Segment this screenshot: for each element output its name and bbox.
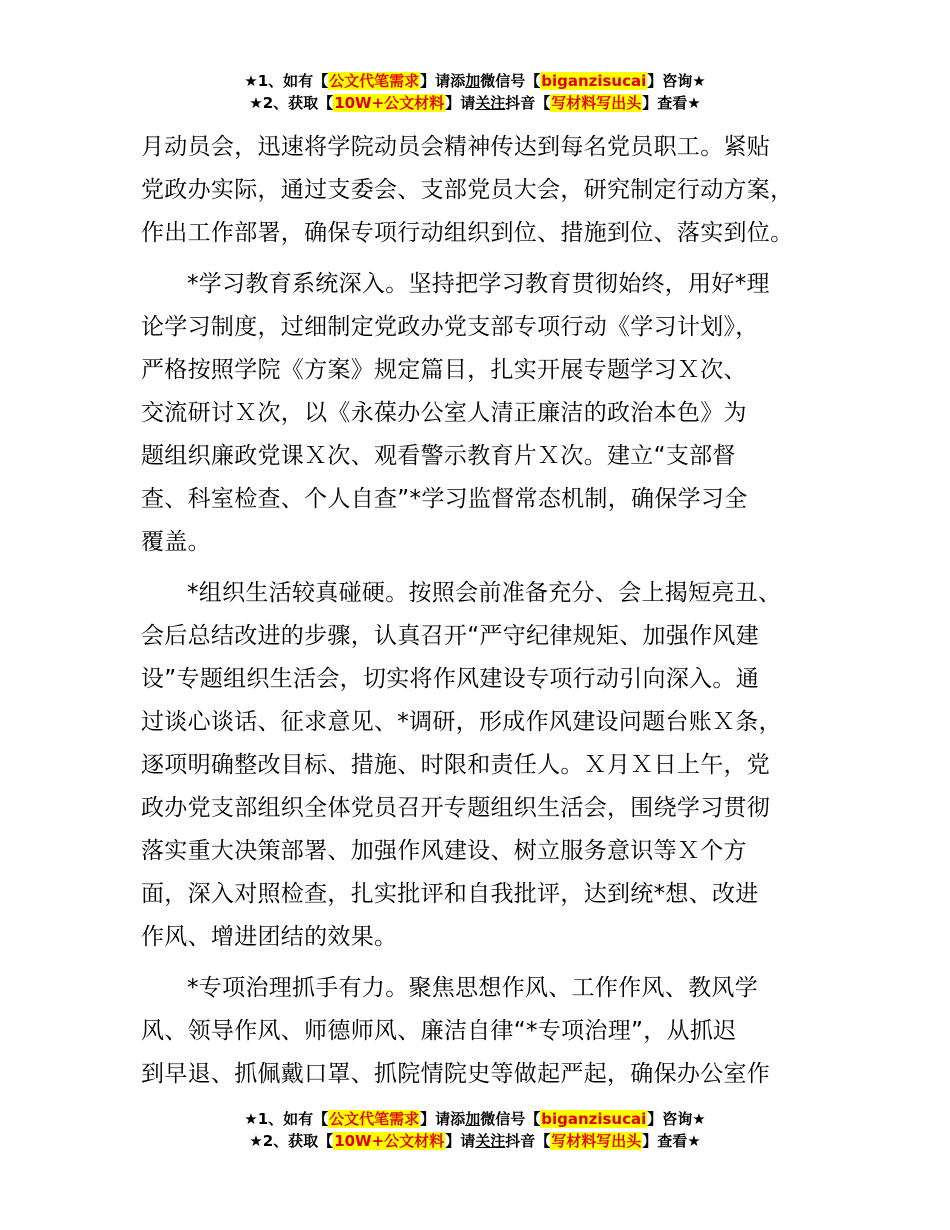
document-body: [141, 126, 813, 1096]
banner-highlight: 写材料写出头: [551, 1132, 642, 1150]
banner-highlight: 公文代笔需求: [329, 1110, 420, 1128]
banner-text: 】请: [445, 94, 476, 112]
banner-highlight: 写材料写出头: [551, 94, 642, 112]
banner-text: 】请添: [420, 72, 466, 90]
text-line: 严格按照学院《方案》规定篇目，扎实开展专题学习Ｘ次、: [141, 357, 747, 383]
text-line: 覆盖。: [141, 529, 211, 555]
banner-text: 】查看★: [642, 1132, 701, 1150]
banner-text: ★1、如有【: [244, 72, 329, 90]
banner-text: 微信号【: [480, 1110, 541, 1128]
text-line: 作风、增进团结的效果。: [141, 924, 398, 950]
banner-highlight: 10W+公文材料: [334, 1132, 445, 1150]
text-line: 面，深入对照检查，扎实批评和自我批评，达到统*想、改进: [141, 881, 759, 907]
banner-text: 抖音【: [505, 1132, 551, 1150]
banner-text: 】请: [445, 1132, 476, 1150]
text-line: 逐项明确整改目标、措施、时限和责任人。Ｘ月Ｘ日上午，党: [141, 752, 771, 778]
text-line: 论学习制度，过细制定党政办党支部专项行动《学习计划》，: [141, 314, 759, 340]
text-line: 到早退、抓佩戴口罩、抓院情院史等做起严起，确保办公室作: [141, 1061, 771, 1087]
text-line: 政办党支部组织全体党员召开专题组织生活会，围绕学习贯彻: [141, 795, 771, 821]
text-line: *组织生活较真碰硬。按照会前准备充分、会上揭短亮丑、: [187, 580, 782, 606]
text-line: 交流研讨Ｘ次，以《永葆办公室人清正廉洁的政治本色》为: [141, 400, 747, 426]
text-line: 落实重大决策部署、加强作风建设、树立服务意识等Ｘ个方: [141, 838, 747, 864]
banner-text: ★2、获取【: [249, 1132, 334, 1150]
banner-highlight: 公文代笔需求: [329, 72, 420, 90]
banner-emphasis: 关注: [475, 1132, 506, 1150]
banner-line-2: [0, 1130, 950, 1152]
paragraph-study-education: [141, 263, 813, 564]
banner-text: ★1、如有【: [244, 1110, 329, 1128]
text-line: 过谈心谈话、征求意见、*调研，形成作风建设问题台账Ｘ条，: [141, 709, 782, 735]
banner-text: 微信号【: [480, 72, 541, 90]
banner-line-1: [0, 1108, 950, 1130]
header-banner: [0, 70, 950, 114]
text-line: 党政办实际，通过支委会、支部党员大会，研究制定行动方案，: [141, 177, 794, 203]
banner-highlight: 10W+公文材料: [334, 94, 445, 112]
text-line: 作出工作部署，确保专项行动组织到位、措施到位、落实到位。: [141, 220, 794, 246]
text-line: 查、科室检查、个人自查”*学习监督常态机制，确保学习全: [141, 486, 748, 512]
banner-emphasis: 加: [465, 1110, 481, 1128]
footer-banner: [0, 1108, 950, 1152]
banner-text: ★2、获取【: [249, 94, 334, 112]
banner-text: 】查看★: [642, 94, 701, 112]
banner-text: 】咨询★: [647, 72, 706, 90]
banner-text: 】咨询★: [647, 1110, 706, 1128]
banner-line-2: [0, 92, 950, 114]
banner-text: 】请添: [420, 1110, 466, 1128]
text-line: *专项治理抓手有力。聚焦思想作风、工作作风、教风学: [187, 975, 758, 1001]
text-line: 月动员会，迅速将学院动员会精神传达到每名党员职工。紧贴: [141, 134, 771, 160]
text-line: 风、领导作风、师德师风、廉洁自律“*专项治理”，从抓迟: [141, 1018, 737, 1044]
text-line: 题组织廉政党课Ｘ次、观看警示教育片Ｘ次。建立“支部督: [141, 443, 736, 469]
paragraph-organization-life: [141, 572, 813, 959]
text-line: *学习教育系统深入。坚持把学习教育贯彻始终，用好*理: [187, 271, 770, 297]
banner-highlight: biganzisucai: [541, 72, 647, 90]
banner-emphasis: 加: [465, 72, 481, 90]
banner-highlight: biganzisucai: [541, 1110, 647, 1128]
text-line: 会后总结改进的步骤，认真召开“严守纪律规矩、加强作风建: [141, 623, 760, 649]
paragraph-special-governance: [141, 967, 813, 1096]
paragraph-continuation: [141, 126, 813, 255]
banner-line-1: [0, 70, 950, 92]
text-line: 设”专题组织生活会，切实将作风建设专项行动引向深入。通: [141, 666, 760, 692]
banner-emphasis: 关注: [475, 94, 506, 112]
banner-text: 抖音【: [505, 94, 551, 112]
